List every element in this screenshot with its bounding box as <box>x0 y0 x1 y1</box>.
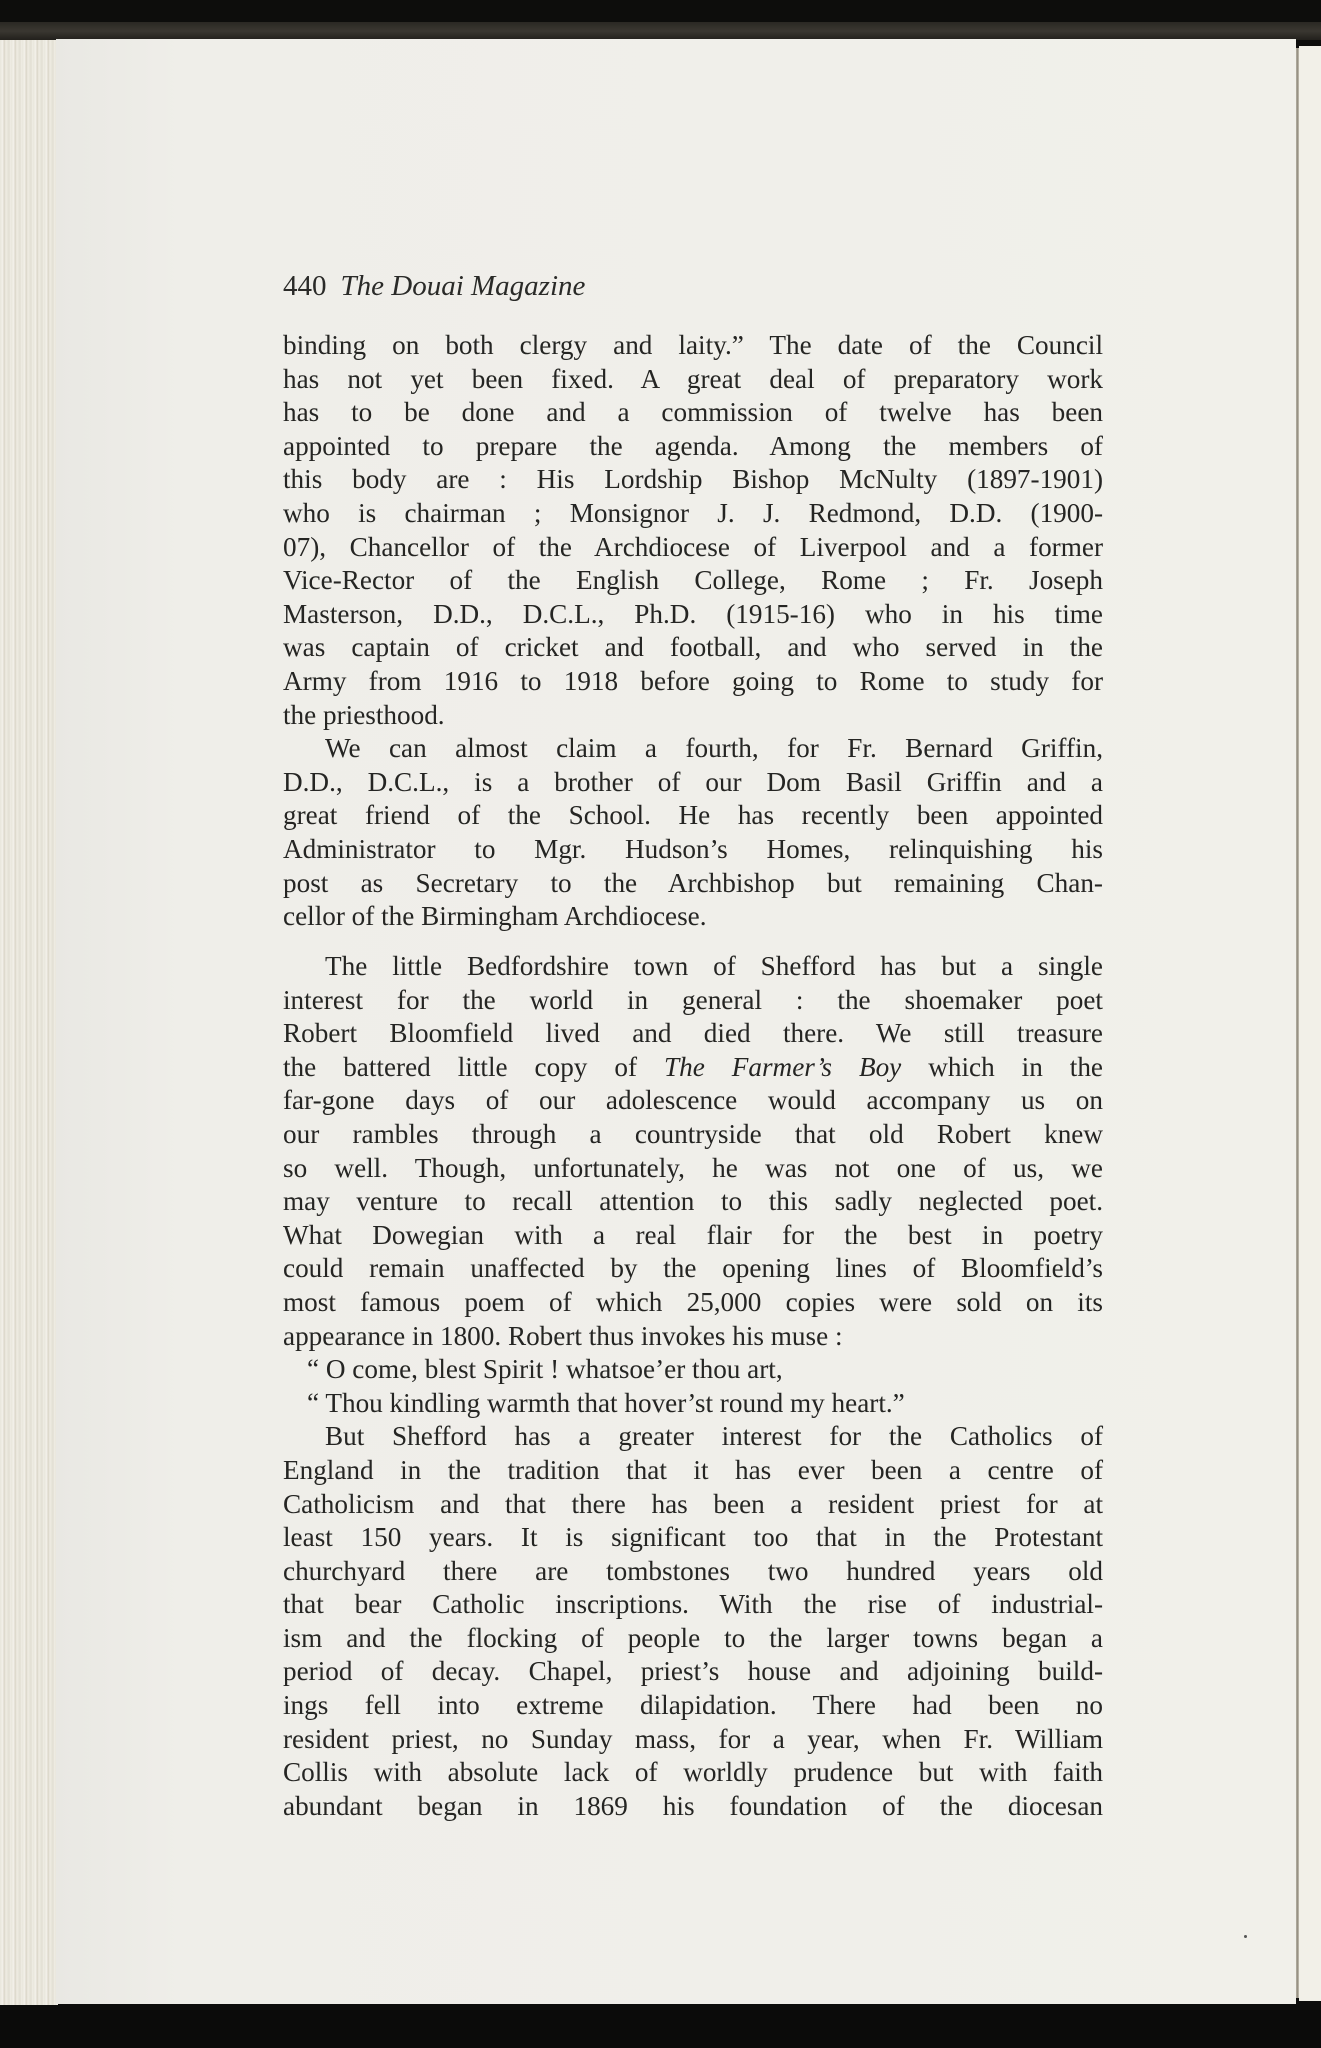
text-fragment: the battered little copy of <box>283 1051 665 1082</box>
page-number: 440 <box>283 270 327 302</box>
text-line: What Dowegian with a real flair for the best in poetry <box>283 1219 1103 1250</box>
text-line: Administrator to Mgr. Hudson’s Homes, relinquishing his <box>283 833 1103 864</box>
verse-line: “ Thou kindling warmth that hover’st round my heart.” <box>307 1387 905 1418</box>
text-line: was captain of cricket and football, and who served in the <box>283 632 1103 663</box>
book-binding-bottom <box>0 2010 1321 2048</box>
text-line: least 150 years. It is significant too that in the Protestant <box>283 1522 1103 1553</box>
text-line: D.D., D.C.L., is a brother of our Dom Basil Griffin and a <box>283 766 1103 797</box>
verse-line: “ O come, blest Spirit ! whatsoe’er thou art, <box>307 1354 783 1385</box>
page-edges <box>0 40 58 2005</box>
text-line: has to be done and a commission of twelve has been <box>283 397 1103 428</box>
text-line: But Shefford has a greater interest for the Catholics of <box>325 1421 1103 1452</box>
facing-page-edge <box>1299 46 1321 2001</box>
text-line: churchyard there are tombstones two hundred years old <box>283 1555 1103 1586</box>
text-line: period of decay. Chapel, priest’s house and adjoining build- <box>283 1656 1103 1687</box>
text-line: our rambles through a countryside that old Robert knew <box>283 1118 1103 1149</box>
text-line: Robert Bloomfield lived and died there. We still treasure <box>283 1018 1103 1049</box>
text-line: Collis with absolute lack of worldly prudence but with faith <box>283 1757 1103 1788</box>
text-line: We can almost claim a fourth, for Fr. Bernard Griffin, <box>325 733 1103 764</box>
text-line-with-title <box>283 1051 1103 1085</box>
text-line: the priesthood. <box>283 699 445 730</box>
text-line: Catholicism and that there has been a resident priest for at <box>283 1488 1103 1519</box>
text-line: great friend of the School. He has recently been appointed <box>283 800 1103 831</box>
text-line: Vice-Rector of the English College, Rome ; Fr. Joseph <box>283 565 1103 596</box>
book-binding-top <box>0 22 1321 40</box>
text-line: Masterson, D.D., D.C.L., Ph.D. (1915-16) who in his time <box>283 598 1103 629</box>
text-line: far-gone days of our adolescence would accompany us on <box>283 1085 1103 1116</box>
paragraph-shefford <box>283 950 1103 1823</box>
text-line: ings fell into extreme dilapidation. There had been no <box>283 1690 1103 1721</box>
text-line: has not yet been fixed. A great deal of preparatory work <box>283 363 1103 394</box>
magazine-title: The Douai Magazine <box>340 270 586 302</box>
paper-speck <box>1244 1935 1247 1938</box>
text-line: most famous poem of which 25,000 copies were sold on its <box>283 1286 1103 1317</box>
text-line: binding on both clergy and laity.” The date of the Council <box>283 330 1103 360</box>
text-line: interest for the world in general : the shoemaker poet <box>283 984 1103 1015</box>
running-head <box>283 270 585 303</box>
text-line: could remain unaffected by the opening lines of Bloomfield’s <box>283 1253 1103 1284</box>
text-line: this body are : His Lordship Bishop McNulty (1897-1901) <box>283 464 1103 495</box>
text-line: that bear Catholic inscriptions. With the rise of industrial- <box>283 1589 1103 1620</box>
text-line: ism and the flocking of people to the larger towns began a <box>283 1622 1103 1653</box>
book-title: The Farmer’s Boy <box>664 1051 902 1082</box>
text-line: appearance in 1800. Robert thus invokes his muse : <box>283 1320 843 1351</box>
text-fragment: which in the <box>901 1051 1103 1082</box>
text-line: 07), Chancellor of the Archdiocese of Liverpool and a former <box>283 531 1103 562</box>
text-line: England in the tradition that it has ever been a centre of <box>283 1454 1103 1485</box>
text-line: so well. Though, unfortunately, he was not one of us, we <box>283 1152 1103 1183</box>
paragraph-council <box>283 329 1103 934</box>
text-line: abundant began in 1869 his foundation of the diocesan <box>283 1790 1103 1821</box>
text-line: resident priest, no Sunday mass, for a year, when Fr. William <box>283 1723 1103 1754</box>
text-line: Army from 1916 to 1918 before going to Rome to study for <box>283 665 1103 696</box>
text-line: The little Bedfordshire town of Shefford has but a single <box>325 951 1103 981</box>
text-line: cellor of the Birmingham Archdiocese. <box>283 901 707 932</box>
text-line: who is chairman ; Monsignor J. J. Redmond, D.D. (1900- <box>283 497 1103 528</box>
text-line: appointed to prepare the agenda. Among the members of <box>283 430 1103 461</box>
text-line: may venture to recall attention to this sadly neglected poet. <box>283 1186 1103 1217</box>
text-line: post as Secretary to the Archbishop but remaining Chan- <box>283 867 1103 898</box>
